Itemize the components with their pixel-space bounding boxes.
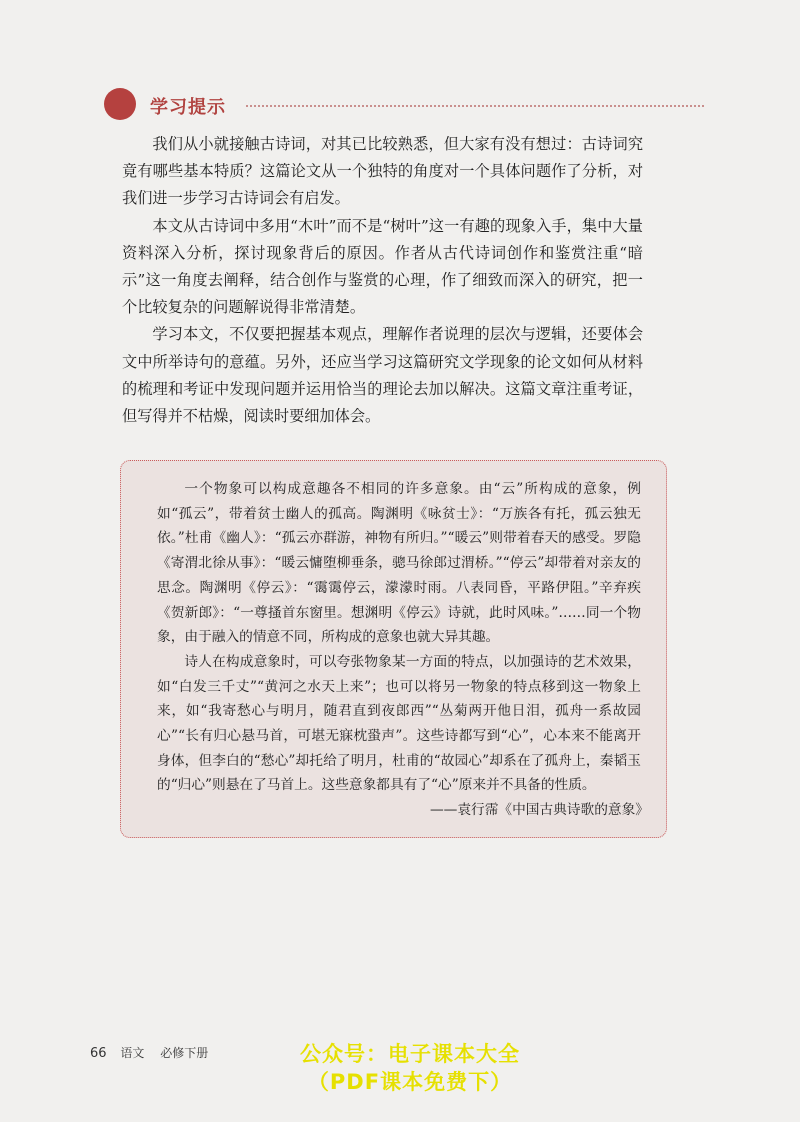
watermark-line-2: （PDF课本免费下）	[307, 1070, 513, 1094]
excerpt-box	[120, 460, 667, 838]
section-marker-icon	[104, 88, 136, 120]
watermark-line-1: 公众号：电子课本大全	[300, 1042, 520, 1066]
prompt-paragraph-3: 学习本文，不仅要把握基本观点，理解作者说理的层次与逻辑，还要体会文中所举诗句的意蕴。另外，还应当学习这篇研究文学现象的论文如何从材料的梳理和考证中发现问题并运用恰当的理论去加以解决。这篇文章注重考证，但写得并不枯燥，阅读时要细加体会。	[122, 325, 643, 426]
watermark	[260, 1040, 560, 1096]
section-header	[104, 88, 704, 124]
dotted-divider	[246, 105, 704, 107]
book-name: 语文	[120, 1046, 145, 1060]
section-title: 学习提示	[150, 97, 226, 118]
page-footer	[90, 1044, 208, 1061]
prompt-paragraph-2: 本文从古诗词中多用“木叶”而不是“树叶”这一有趣的现象入手，集中大量资料深入分析，探讨现象背后的原因。作者从古代诗词创作和鉴赏注重“暗示”这一角度去阐释，结合创作与鉴赏的心理，作了细致而深入的研究，把一个比较复杂的问题解说得非常清楚。	[122, 216, 643, 317]
page-number: 66	[90, 1046, 107, 1061]
excerpt-paragraph-2: 诗人在构成意象时，可以夸张物象某一方面的特点，以加强诗的艺术效果，如“白发三千丈”“黄河之水天上来”；也可以将另一物象的特点移到这一物象上来，如“我寄愁心与明月，随君直到夜郎西”“丛菊两开他日泪，孤舟一系故园心”“长有归心悬马首，可堪无寐枕蛩声”。这些诗都写到“心”，心本来不能离开身体，但李白的“愁心”却托给了明月，杜甫的“故园心”却系在了孤舟上，秦韬玉的“归心”则悬在了马首上。这些意象都具有了“心”原来并不具备的性质。	[157, 653, 641, 794]
study-prompt-text	[122, 131, 643, 430]
book-volume: 必修下册	[160, 1046, 209, 1060]
excerpt-paragraph-1: 一个物象可以构成意趣各不相同的许多意象。由“云”所构成的意象，例如“孤云”，带着贫士幽人的孤高。陶渊明《咏贫士》：“万族各有托，孤云独无依。”杜甫《幽人》：“孤云亦群游，神物有所归。”“暖云”则带着春天的感受。罗隐《寄渭北徐从事》：“暖云慵堕柳垂条，骢马徐郎过渭桥。”“停云”却带着对亲友的思念。陶渊明《停云》：“霭霭停云，濛濛时雨。八表同昏，平路伊阻。”辛弃疾《贺新郎》：“一尊搔首东窗里。想渊明《停云》诗就，此时风味。”……同一个物象，由于融入的情意不同，所构成的意象也就大异其趣。	[157, 481, 641, 646]
excerpt-source: ——袁行霈《中国古典诗歌的意象》	[429, 802, 649, 819]
prompt-paragraph-1: 我们从小就接触古诗词，对其已比较熟悉，但大家有没有想过：古诗词究竟有哪些基本特质？这篇论文从一个独特的角度对一个具体问题作了分析，对我们进一步学习古诗词会有启发。	[122, 135, 643, 208]
